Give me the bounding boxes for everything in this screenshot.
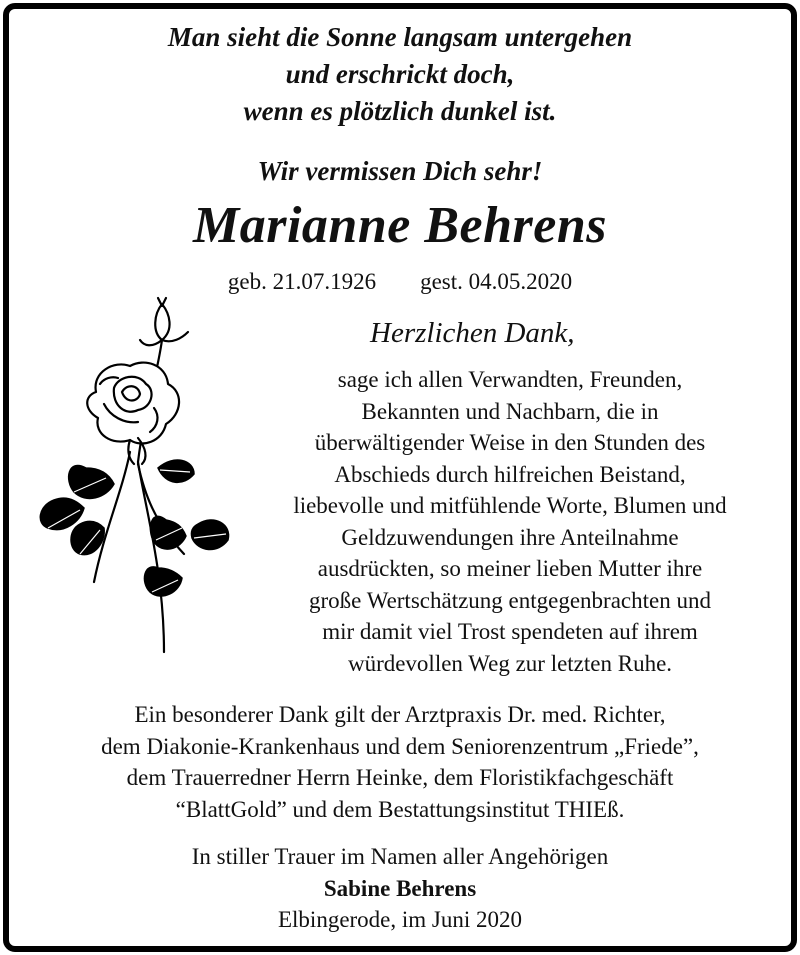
special-thanks-line: dem Trauerredner Herrn Heinke, dem Floristikfachgeschäft	[126, 765, 674, 790]
deceased-name: Marianne Behrens	[193, 197, 607, 254]
thanks-line: große Wertschätzung entgegenbrachten und	[309, 587, 711, 613]
miss-line: Wir vermissen Dich sehr!	[257, 156, 543, 186]
quote-line: und erschrickt doch,	[285, 59, 515, 89]
quote-line: wenn es plötzlich dunkel ist.	[243, 96, 557, 126]
thanks-heading: Herzlichen Dank,	[370, 317, 575, 349]
quote-line: Man sieht die Sonne langsam untergehen	[167, 22, 633, 52]
death-date: gest. 04.05.2020	[420, 269, 573, 294]
special-thanks-line: “BlattGold” und dem Bestattungsinstitut THIEß.	[175, 796, 625, 822]
thanks-line: liebevolle und mitfühlende Worte, Blumen und	[293, 493, 727, 518]
thanks-text	[245, 364, 775, 679]
thanks-line: überwältigender Weise in den Stunden des	[314, 430, 706, 455]
thanks-line: Geldzuwendungen ihre Anteilnahme	[341, 524, 679, 550]
thanks-line: würdevollen Weg zur letzten Ruhe.	[347, 650, 673, 676]
birth-date: geb. 21.07.1926	[227, 269, 377, 294]
special-thanks-line: dem Diakonie-Krankenhaus und dem Seniorenzentrum „Friede”,	[101, 733, 699, 759]
opening-quote	[0, 19, 800, 130]
place-date: Elbingerode, im Juni 2020	[277, 907, 523, 932]
closing-block	[0, 841, 800, 936]
special-thanks	[0, 699, 800, 825]
thanks-line: ausdrückten, so meiner lieben Mutter ihre	[317, 556, 703, 581]
signer-name: Sabine Behrens	[323, 875, 477, 901]
thanks-line: mir damit viel Trost spendeten auf ihrem	[322, 619, 698, 644]
thanks-line: Bekannten und Nachbarn, die in	[361, 398, 659, 424]
thanks-line: sage ich allen Verwandten, Freunden,	[337, 367, 683, 392]
thanks-line: Abschieds durch hilfreichen Beistand,	[334, 461, 686, 487]
closing-line: In stiller Trauer im Namen aller Angehörigen	[191, 844, 609, 869]
special-thanks-line: Ein besonderer Dank gilt der Arztpraxis Dr. med. Richter,	[134, 702, 666, 727]
rose-icon	[34, 292, 234, 662]
